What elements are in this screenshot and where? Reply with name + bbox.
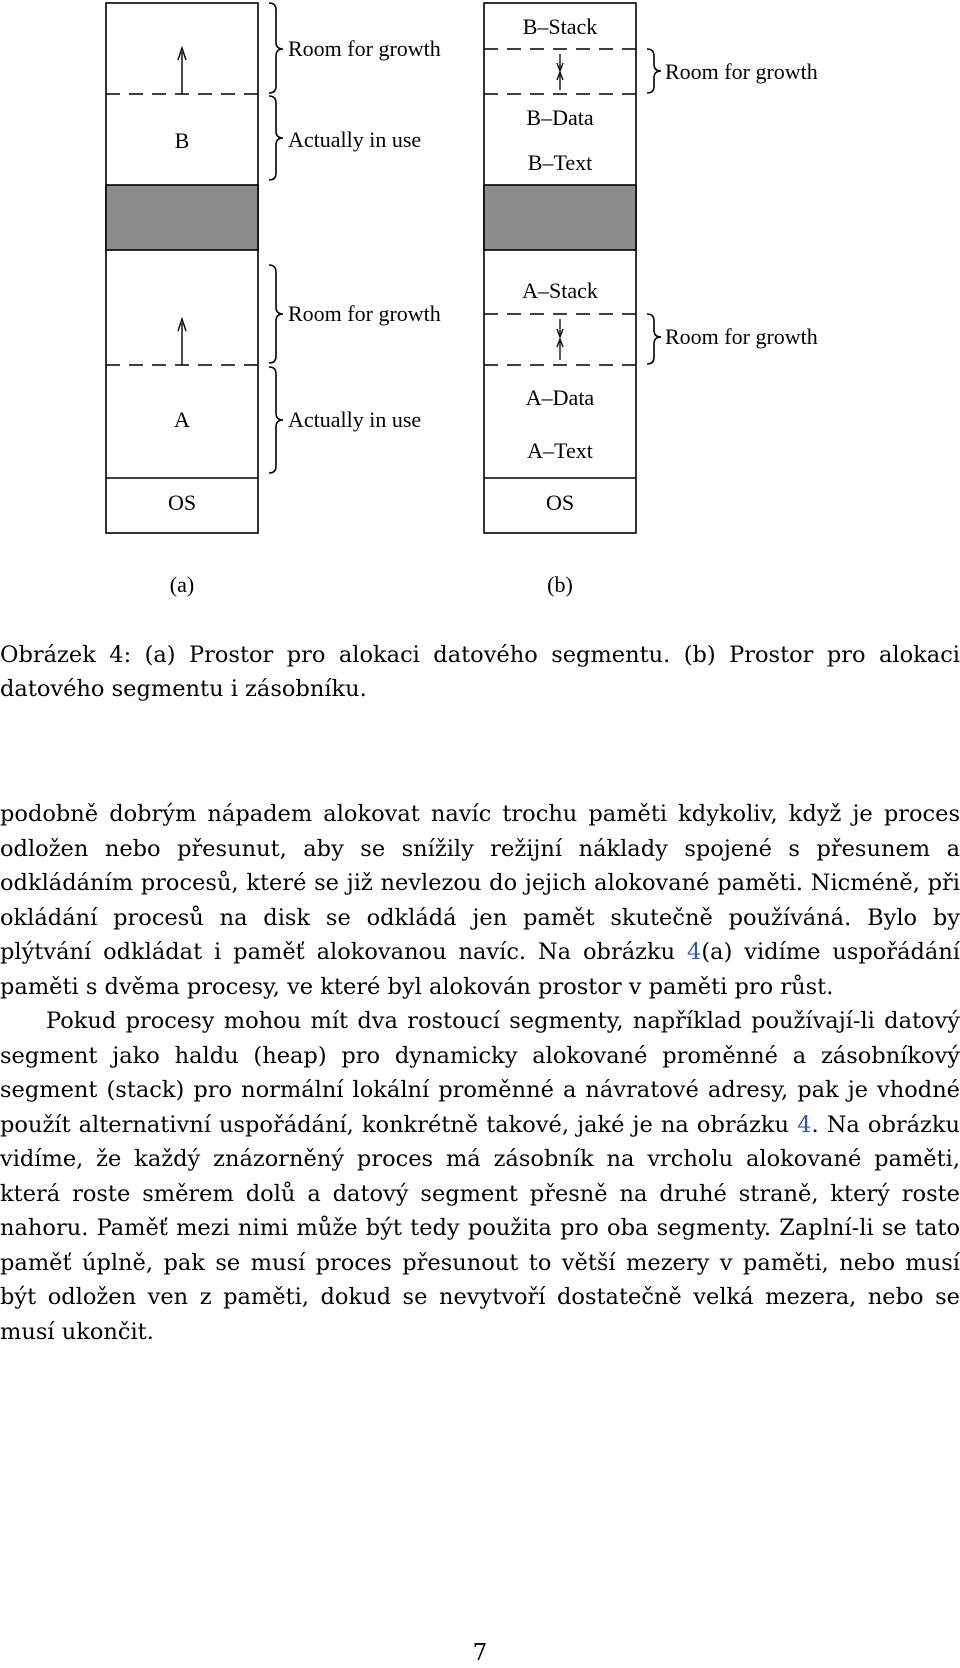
paragraph-text: (a) vidíme uspořádání paměti s dvěma procesy, ve které byl alokován prostor v paměti pro růst. (0, 939, 960, 1000)
room-for-growth-label: Room for growth (288, 36, 441, 61)
brace-icon (647, 49, 661, 93)
diagram-b-label: (b) (547, 572, 573, 597)
brace-icon (269, 3, 283, 93)
room-for-growth-label: Room for growth (665, 324, 818, 349)
brace-icon (269, 265, 283, 363)
figure-reference-link[interactable]: 4 (797, 1111, 812, 1138)
brace-icon (269, 367, 283, 473)
diagram-b (484, 3, 818, 597)
page-number: 7 (472, 1640, 488, 1666)
paragraph-text: podobně dobrým nápadem alokovat navíc trochu paměti kdykoliv, když je proces odložen nebo přesunut, aby se snížily režijní náklady spojené s přesunem a odkládáním procesů, které se již nevlezou do jejich alokované paměti. Nicméně, při okládání procesů na disk se odkládá jen pamět skutečně používáná. Bylo by plýtvání odkládat i paměť alokovanou navíc. Na obrázku (0, 801, 960, 965)
os-label: OS (167, 490, 197, 515)
paragraph-text: . Na obrázku vidíme, že každý znázorněný proces má zásobník na vrcholu alokované paměti, která roste směrem dolů a datový segment přesně na druhé straně, který roste nahoru. Paměť mezi nimi může být tedy použita pro oba segmenty. Zaplní-li se tato paměť úplně, pak se musí proces přesunout to větší mezery v paměti, nebo musí být odložen ven z paměti, dokud se nevytvoří dostatečně velká mezera, nebo se musí ukončit. (0, 1111, 960, 1345)
diagram-a (106, 3, 441, 597)
process-b-label: B (174, 128, 190, 153)
memory-layout-figure (0, 0, 960, 600)
process-a-label: A (174, 407, 190, 432)
room-for-growth-label: Room for growth (288, 301, 441, 326)
brace-icon (269, 96, 283, 180)
arrow-up-icon (557, 339, 563, 360)
a-data-label: A–Data (525, 385, 595, 410)
diagram-b-free-block (484, 185, 636, 250)
arrow-up-icon (178, 48, 186, 94)
paragraph-text: Pokud procesy mohou mít dva rostoucí segmenty, například používají-li datový segment jako haldu (heap) pro dynamicky alokované proměnné a zásobníkový segment (stack) pro normální lokální proměnné a návratové adresy, pak je vhodné použít alternativní uspořádání, konkrétně takové, jaké je na obrázku (0, 1008, 960, 1138)
room-for-growth-label: Room for growth (665, 59, 818, 84)
arrow-up-icon (557, 72, 563, 90)
a-text-label: A–Text (527, 438, 593, 463)
os-label: OS (545, 490, 575, 515)
arrow-down-icon (557, 319, 563, 337)
arrow-up-icon (178, 319, 186, 365)
paragraph (0, 797, 960, 1004)
b-text-label: B–Text (527, 150, 593, 175)
diagram-a-label: (a) (169, 572, 195, 597)
diagram-a-free-block (106, 185, 258, 250)
arrow-down-icon (557, 54, 563, 71)
actually-in-use-label: Actually in use (288, 407, 422, 432)
b-stack-label: B–Stack (522, 14, 598, 39)
a-stack-label: A–Stack (522, 278, 598, 303)
brace-icon (647, 314, 661, 364)
figure-reference-link[interactable]: 4 (687, 939, 702, 965)
figure-caption: Obrázek 4: (a) Prostor pro alokaci datového segmentu. (b) Prostor pro alokaci datového segmentu i zásobníku. (0, 642, 960, 702)
b-data-label: B–Data (526, 105, 594, 130)
body-text (0, 797, 960, 1349)
actually-in-use-label: Actually in use (288, 127, 422, 152)
paragraph (0, 1004, 960, 1349)
